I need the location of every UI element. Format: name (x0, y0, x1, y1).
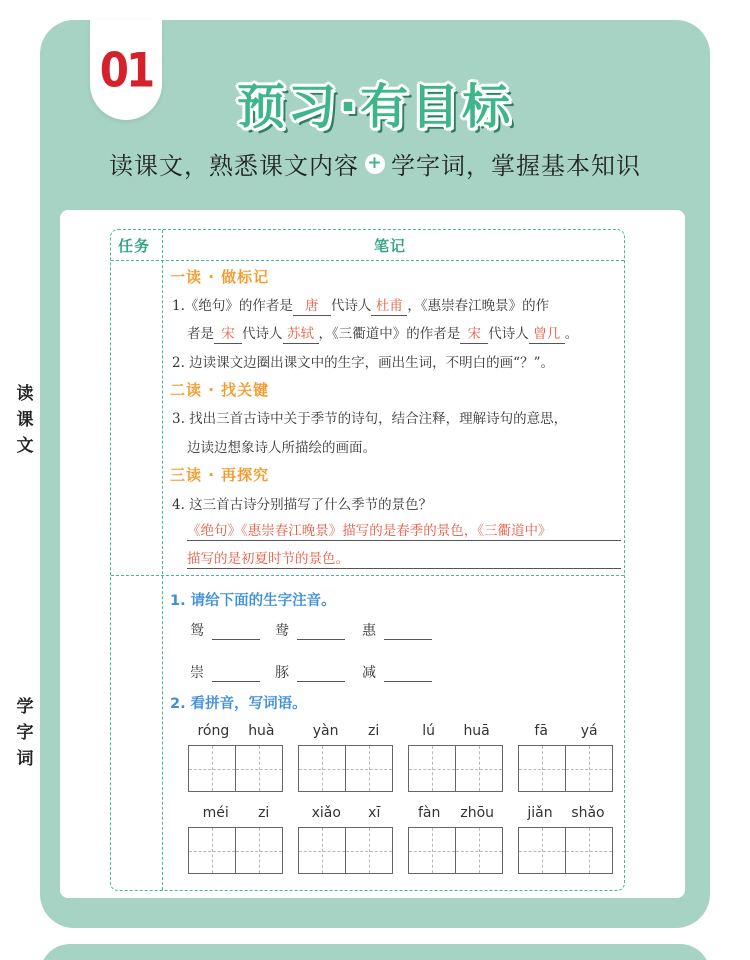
subtitle-left: 读课文，熟悉课文内容 (109, 152, 359, 180)
header-divider (111, 260, 624, 261)
section-title: 预习·有目标 (236, 79, 514, 135)
section-number: 01 (99, 42, 153, 98)
question-4: 4. 这三首古诗分别描写了什么季节的景色？ (172, 497, 433, 513)
row-label-read: 读 课 文 (16, 384, 34, 456)
pinyin-blank[interactable] (212, 668, 260, 682)
writing-box[interactable] (298, 745, 346, 792)
writing-box[interactable] (565, 745, 613, 792)
writing-box[interactable] (235, 827, 283, 874)
pinyin-blank[interactable] (297, 626, 345, 640)
writing-box[interactable] (565, 827, 613, 874)
section-subtitle (0, 146, 750, 181)
word-grid: jiǎn shǎo (518, 803, 614, 874)
row-label-words: 学 字 词 (16, 697, 34, 769)
next-section-panel (40, 944, 710, 960)
writing-box[interactable] (408, 827, 456, 874)
pinyin-blank[interactable] (384, 626, 432, 640)
word-grid: lú huā (408, 721, 504, 792)
pinyin-question-heading: 1. 请给下面的生字注音。 (170, 593, 336, 609)
writing-box[interactable] (408, 745, 456, 792)
writing-box[interactable] (188, 745, 236, 792)
subtitle-right: 学字词，掌握基本知识 (391, 152, 641, 180)
write-words-heading: 2. 看拼音，写词语。 (170, 696, 307, 712)
question-1-line-2: 者是 宋 代诗人 苏轼 ，《三衢道中》的作者是 宋 代诗人 曾几 。 (187, 326, 579, 342)
pinyin-blank[interactable] (297, 668, 345, 682)
answer-poet-2: 苏轼 (283, 326, 319, 344)
writing-box[interactable] (345, 745, 393, 792)
writing-box[interactable] (345, 827, 393, 874)
char-item: 崇 (190, 662, 260, 682)
answer-dynasty-3: 宋 (460, 326, 488, 344)
writing-box[interactable] (298, 827, 346, 874)
word-grid: fàn zhōu (408, 803, 504, 874)
column-divider (162, 230, 163, 890)
writing-box[interactable] (188, 827, 236, 874)
word-grid: méi zi (188, 803, 284, 874)
answer-dynasty-1: 唐 (293, 298, 331, 316)
plus-icon: + (365, 154, 385, 174)
header-task: 任务 (118, 237, 151, 255)
answer-poet-3: 曾几 (529, 326, 565, 344)
row-divider (111, 575, 624, 576)
word-grid: fā yá (518, 721, 614, 792)
char-item: 减 (362, 662, 432, 682)
char-item: 鸳 (190, 620, 260, 640)
word-grid: yàn zi (298, 721, 394, 792)
writing-box[interactable] (518, 745, 566, 792)
word-grid: xiǎo xī (298, 803, 394, 874)
writing-box[interactable] (455, 827, 503, 874)
writing-box[interactable] (455, 745, 503, 792)
pinyin-blank[interactable] (384, 668, 432, 682)
question-4-answer-line-2: 描写的是初夏时节的景色。 (187, 544, 621, 569)
question-4-answer-line-1: 《绝句》《惠崇春江晚景》描写的是春季的景色，《三衢道中》 (187, 516, 621, 541)
char-item: 豚 (275, 662, 345, 682)
char-item: 鸯 (275, 620, 345, 640)
writing-box[interactable] (235, 745, 283, 792)
answer-poet-1: 杜甫 (371, 298, 407, 316)
step-two-heading: 二读 · 找关键 (170, 381, 270, 399)
header-notes: 笔记 (374, 237, 407, 255)
writing-box[interactable] (518, 827, 566, 874)
step-three-heading: 三读 · 再探究 (170, 466, 270, 484)
char-item: 惠 (362, 620, 432, 640)
step-one-heading: 一读 · 做标记 (170, 268, 270, 286)
question-2: 2. 边读课文边圈出课文中的生字，画出生词，不明白的画“？”。 (172, 355, 554, 371)
question-3-line-1: 3. 找出三首古诗中关于季节的诗句，结合注释，理解诗句的意思， (172, 411, 568, 427)
question-1-line-1: 1.《绝句》的作者是 唐 代诗人 杜甫 ，《惠崇春江晚景》的作 (172, 298, 550, 314)
pinyin-blank[interactable] (212, 626, 260, 640)
word-grid: róng huà (188, 721, 284, 792)
question-3-line-2: 边读边想象诗人所描绘的画面。 (187, 440, 376, 456)
answer-dynasty-2: 宋 (214, 326, 242, 344)
